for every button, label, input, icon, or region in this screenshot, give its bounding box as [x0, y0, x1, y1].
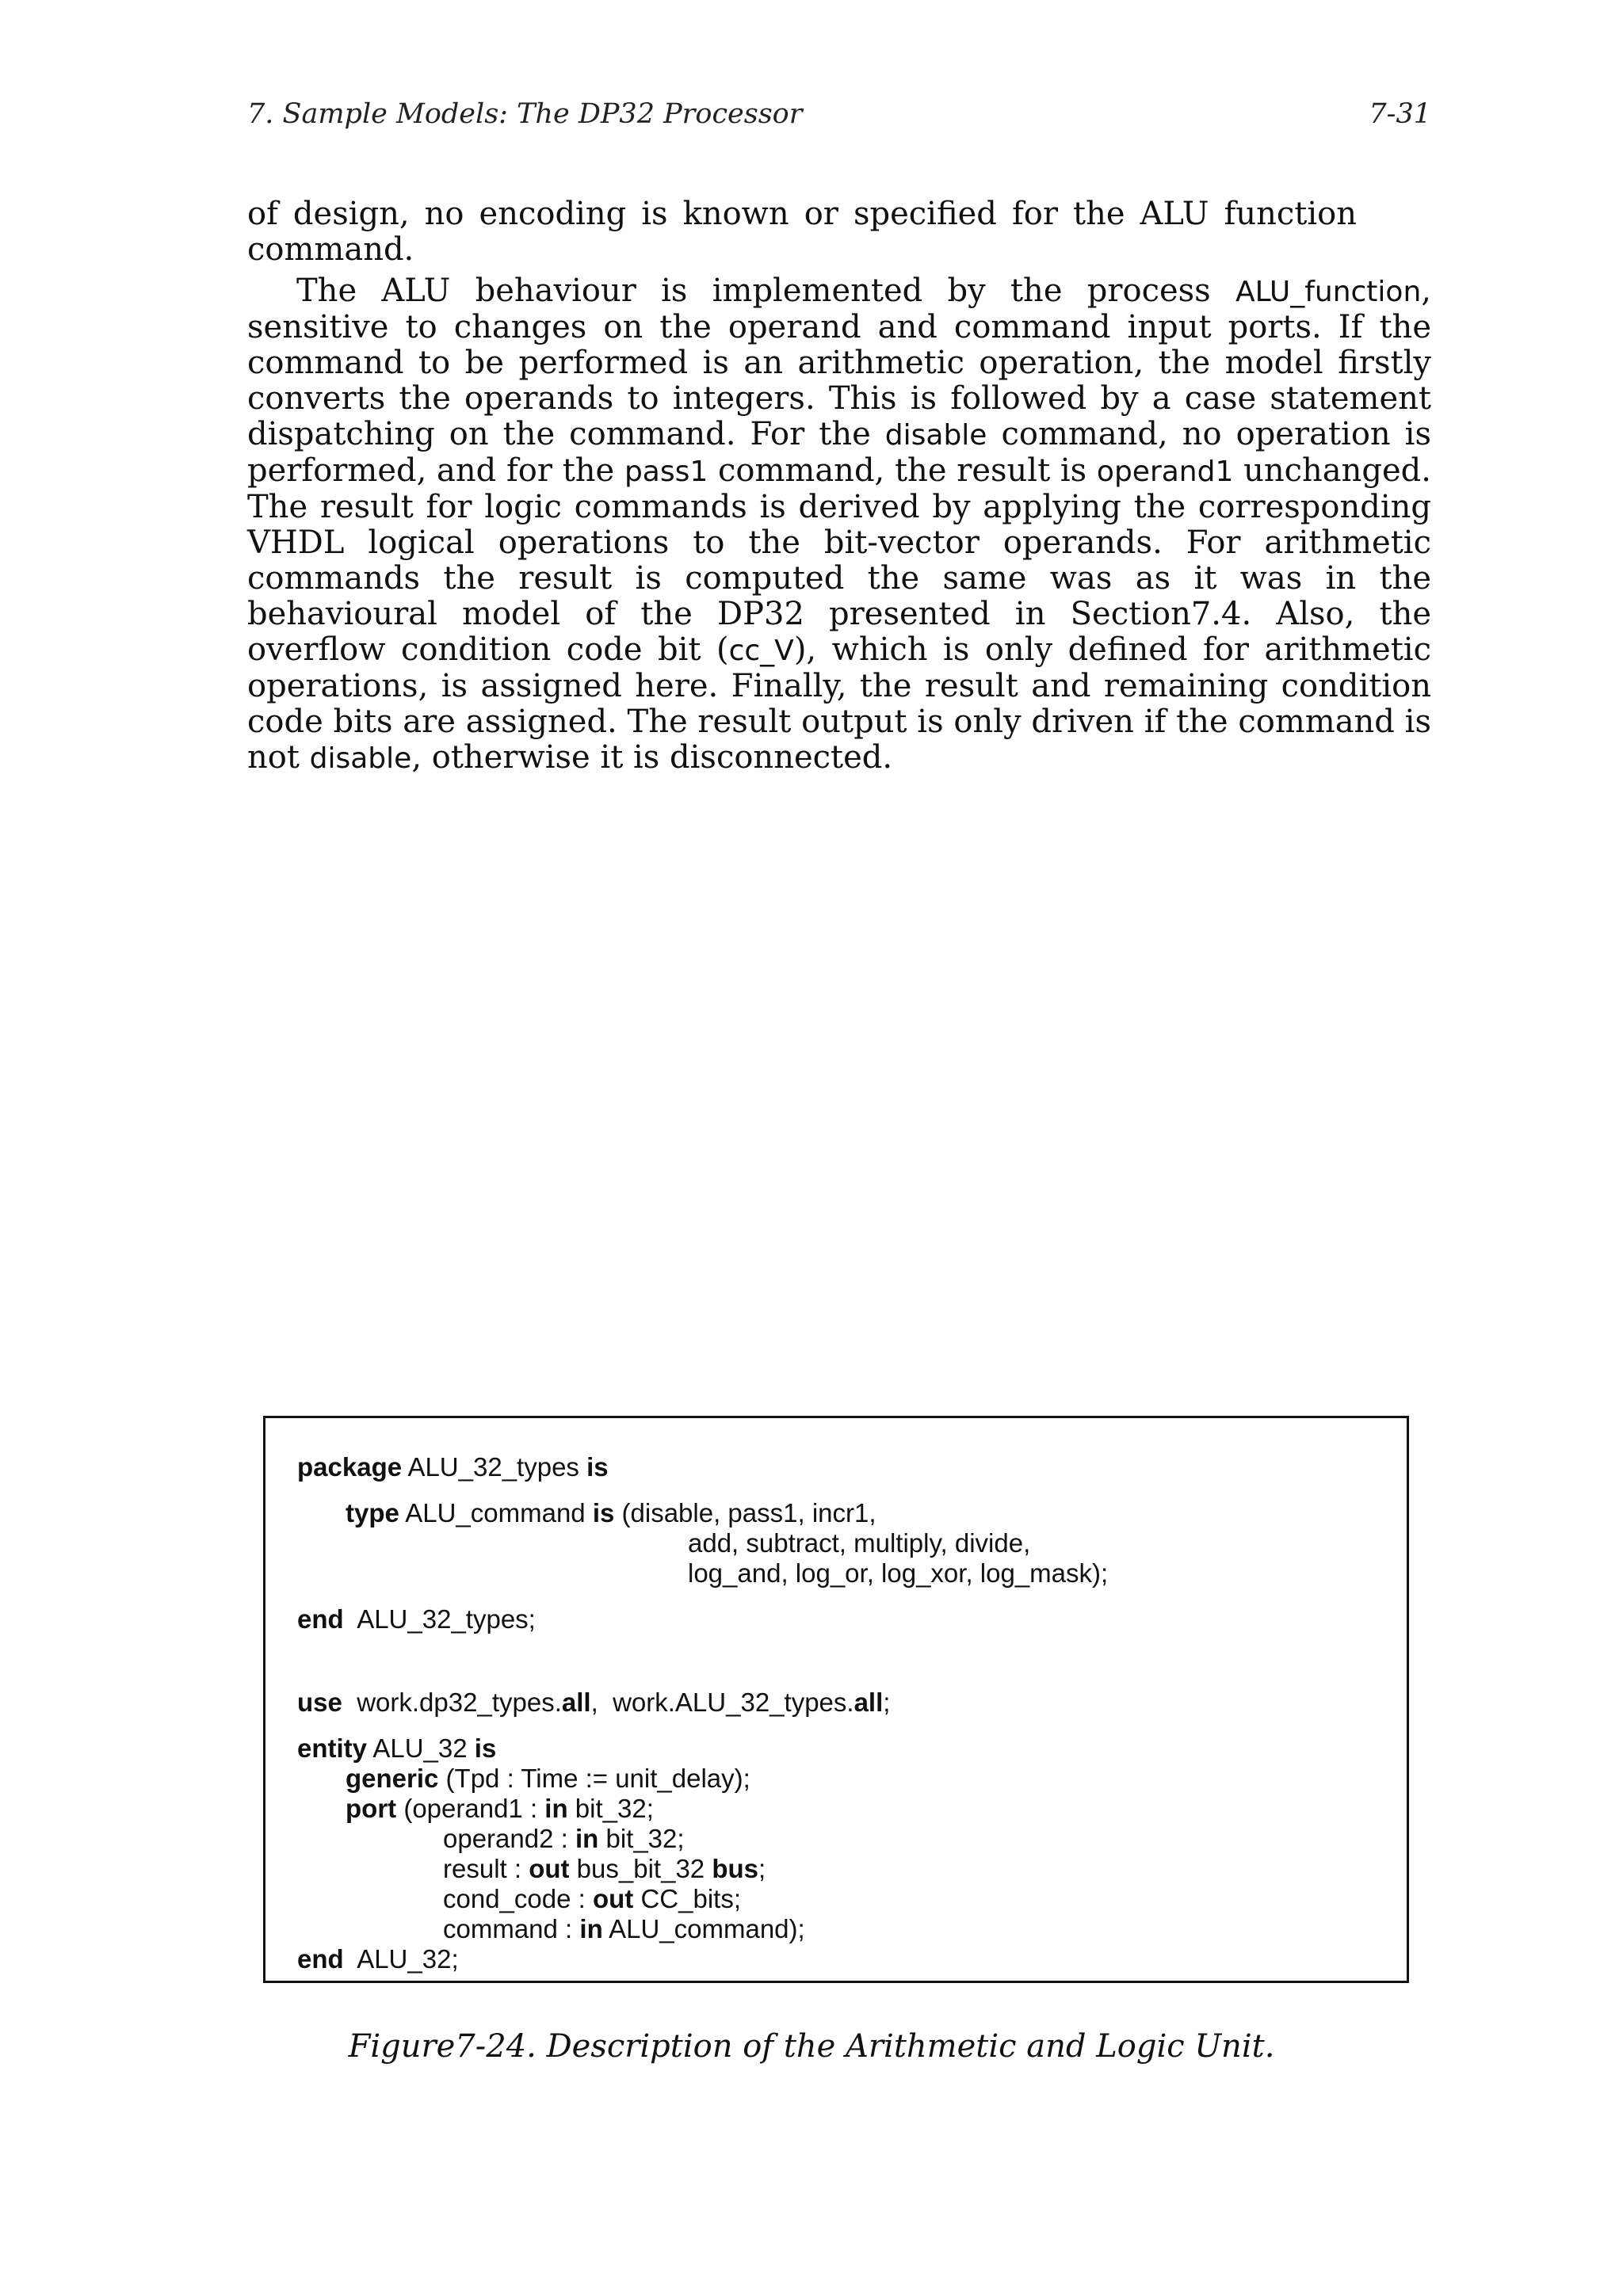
inline-code: operand1	[1096, 456, 1234, 488]
code-keyword: bus	[712, 1854, 758, 1883]
chapter-title: 7. Sample Models: The DP32 Processor	[247, 98, 803, 130]
code-keyword: generic	[346, 1764, 439, 1793]
code-text: log_and, log_or, log_xor, log_mask);	[688, 1558, 1109, 1588]
code-keyword: out	[592, 1884, 634, 1913]
code-text: command :	[443, 1914, 580, 1943]
code-text: ALU_32_types	[402, 1452, 587, 1482]
code-line	[346, 1764, 750, 1794]
code-keyword: type	[346, 1498, 399, 1527]
code-text: ALU_32_types;	[343, 1604, 536, 1634]
code-keyword: in	[544, 1794, 568, 1823]
figure-code-box	[263, 1416, 1409, 1983]
code-text: (Tpd : Time := unit_delay);	[438, 1764, 750, 1793]
code-keyword: is	[474, 1733, 497, 1763]
code-text: ;	[883, 1688, 891, 1717]
code-line	[297, 1688, 890, 1718]
paragraph-alu-behaviour	[247, 273, 1431, 776]
code-text: ;	[758, 1854, 766, 1883]
code-text: ALU_command	[399, 1498, 593, 1527]
code-keyword: all	[854, 1688, 884, 1717]
code-text: (operand1 :	[396, 1794, 545, 1823]
code-keyword: out	[529, 1854, 570, 1883]
code-line	[346, 1498, 876, 1528]
paragraph-text: , otherwise it is disconnected.	[411, 739, 893, 776]
code-keyword: port	[346, 1794, 397, 1823]
code-line	[443, 1854, 766, 1884]
code-keyword: end	[297, 1604, 344, 1634]
code-line	[346, 1794, 654, 1824]
code-keyword: is	[592, 1498, 615, 1527]
code-keyword: in	[575, 1824, 599, 1853]
paragraph-text: unchanged. The result for logic commands is derived by applying the corresponding VHDL logical operations to the bit-vector operands. For arithmetic commands the result is computed the same was as it was in the behavioural model of the DP32 presented in Section7.4. Also, the overflow condition code bit (	[247, 452, 1432, 668]
figure-caption: Figure7-24. Description of the Arithmetic and Logic Unit.	[348, 2028, 1275, 2065]
code-text: operand2 :	[443, 1824, 575, 1853]
code-text: bit_32;	[567, 1794, 654, 1823]
paragraph-text: The ALU behaviour is implemented by the process	[296, 273, 1235, 309]
code-text: bus_bit_32	[569, 1854, 712, 1883]
code-text: CC_bits;	[633, 1884, 742, 1913]
code-keyword: in	[579, 1914, 603, 1943]
paragraph-continuation: of design, no encoding is known or specified for the ALU function command.	[247, 196, 1357, 268]
code-line	[297, 1944, 459, 1974]
inline-code: cc_V	[728, 635, 794, 667]
inline-code: disable	[884, 419, 987, 452]
code-text: result :	[443, 1854, 529, 1883]
code-keyword: entity	[297, 1733, 368, 1763]
code-text: ALU_command);	[602, 1914, 805, 1943]
code-text: , work.ALU_32_types.	[590, 1688, 854, 1717]
code-line	[297, 1452, 609, 1482]
code-keyword: end	[297, 1944, 344, 1974]
code-text: add, subtract, multiply, divide,	[688, 1528, 1031, 1558]
code-line	[688, 1558, 1108, 1589]
code-line	[297, 1604, 536, 1634]
inline-code: pass1	[624, 456, 708, 488]
code-line	[443, 1884, 741, 1914]
code-line	[443, 1824, 685, 1854]
code-text: ALU_32;	[343, 1944, 459, 1974]
code-keyword: all	[561, 1688, 591, 1717]
code-text: ALU_32	[367, 1733, 475, 1763]
code-line	[443, 1914, 805, 1944]
code-keyword: package	[297, 1452, 403, 1482]
code-keyword: use	[297, 1688, 342, 1717]
code-line	[297, 1733, 496, 1764]
paragraph-text: , sensitive to changes on the operand and command input ports. If the command to be performed is an arithmetic operation, the model firstly converts the operands to integers. This is followed by a case statement dispatching on the command. For the	[247, 273, 1431, 452]
paragraph-text: command, no operation is performed, and for the	[247, 416, 1431, 489]
inline-code: disable	[309, 742, 412, 775]
running-header	[247, 98, 1431, 136]
code-text: (disable, pass1, incr1,	[614, 1498, 876, 1527]
paragraph-text: ), which is only defined for arithmetic operations, is assigned here. Finally, the result and remaining condition code bits are assigned. The result output is only driven if the command is not	[247, 631, 1431, 776]
code-keyword: is	[586, 1452, 609, 1482]
code-text: bit_32;	[598, 1824, 685, 1853]
page-number: 7-31	[1369, 98, 1431, 130]
code-text: cond_code :	[443, 1884, 593, 1913]
inline-code: ALU_function	[1235, 276, 1422, 308]
code-line	[688, 1528, 1030, 1558]
paragraph-text: command, the result is	[708, 452, 1097, 489]
code-text: work.dp32_types.	[342, 1688, 562, 1717]
